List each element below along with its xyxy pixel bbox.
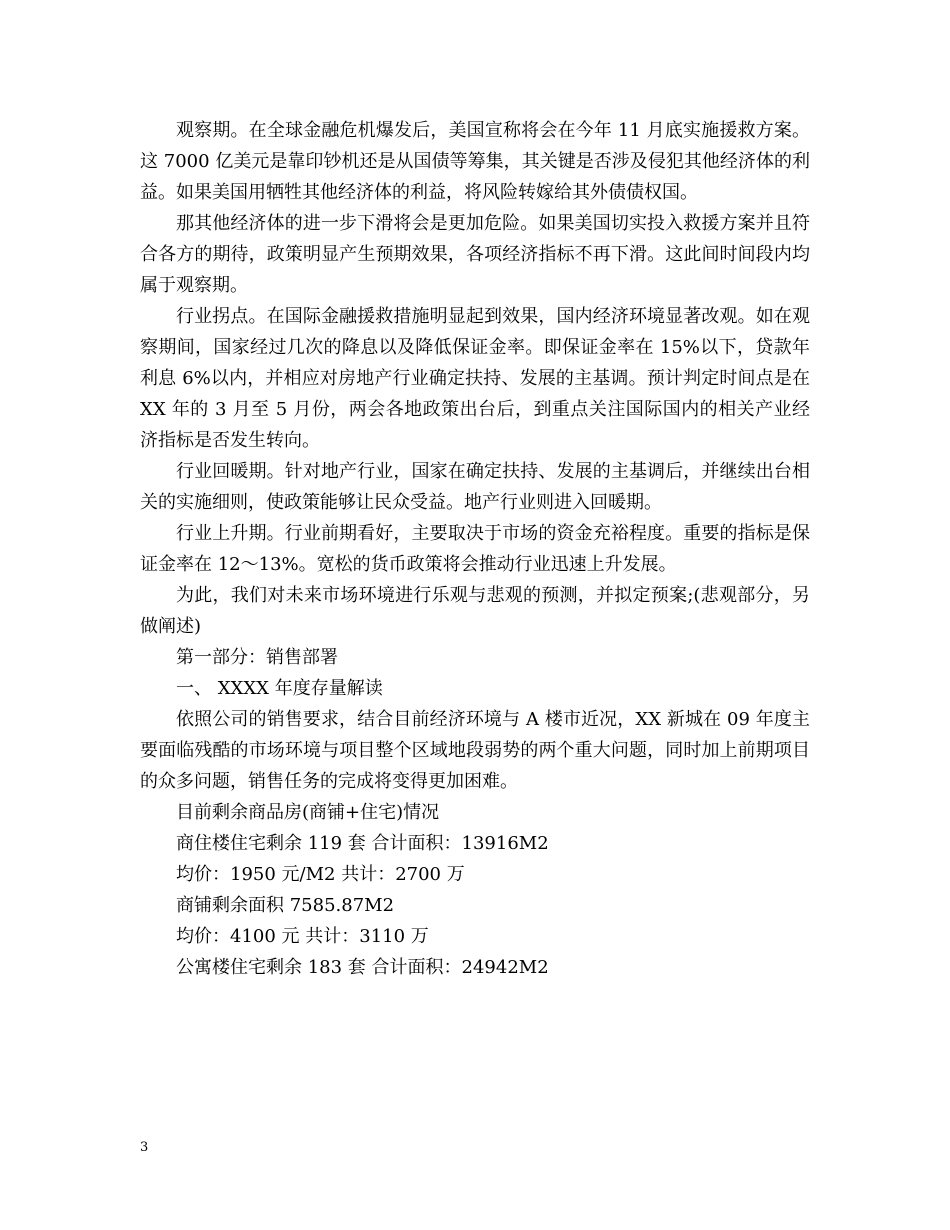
line-shop-average-price: 均价：4100 元 共计：3110 万 xyxy=(176,926,429,947)
paragraph-other-economies: 那其他经济体的进一步下滑将会是更加危险。如果美国切实投入救援方案并且符合各方的期待，政策明显产生预期效果，各项经济指标不再下滑。这此间时间段内均属于观察期。 xyxy=(140,213,810,296)
document-body xyxy=(140,115,816,983)
line-commercial-residential-remaining: 商住楼住宅剩余 119 套 合计面积：13916M2 xyxy=(176,833,549,854)
line-residential-average-price: 均价：1950 元/M2 共计：2700 万 xyxy=(176,864,465,885)
line-shop-remaining-area: 商铺剩余面积 7585.87M2 xyxy=(176,895,395,916)
paragraph-forecast: 为此，我们对未来市场环境进行乐观与悲观的预测，并拟定预案;(悲观部分，另做阐述) xyxy=(140,585,810,637)
section-heading-sales-deployment: 第一部分：销售部署 xyxy=(176,647,338,668)
paragraph-industry-recovery: 行业回暖期。针对地产行业，国家在确定扶持、发展的主基调后，并继续出台相关的实施细则，使政策能够让民众受益。地产行业则进入回暖期。 xyxy=(140,461,810,513)
paragraph-industry-turning-point: 行业拐点。在国际金融援救措施明显起到效果，国内经济环境显著改观。如在观察期间，国家经过几次的降息以及降低保证金率。即保证金率在 15%以下，贷款年利息 6%以内，并相应对房地产行业确定扶持、发展的主基调。预计判定时间点是在 XX 年的 3 月至 5 月份，两会各地政策出台后，到重点关注国际国内的相关产业经济指标是否发生转向。 xyxy=(140,306,816,451)
paragraph-industry-rising: 行业上升期。行业前期看好，主要取决于市场的资金充裕程度。重要的指标是保证金率在 12～13%。宽松的货币政策将会推动行业迅速上升发展。 xyxy=(140,523,810,575)
paragraph-observation-period: 观察期。在全球金融危机爆发后，美国宣称将会在今年 11 月底实施援救方案。这 7000 亿美元是靠印钞机还是从国债等筹集，其关键是否涉及侵犯其他经济体的利益。如果美国用牺牲其他经济体的利益，将风险转嫁给其外债债权国。 xyxy=(140,120,810,203)
subsection-heading-inventory: 一、 XXXX 年度存量解读 xyxy=(176,678,383,699)
line-remaining-housing: 目前剩余商品房(商铺+住宅)情况 xyxy=(176,802,440,823)
line-apartment-remaining: 公寓楼住宅剩余 183 套 合计面积：24942M2 xyxy=(176,957,549,978)
page-number: 3 xyxy=(140,1140,149,1155)
paragraph-sales-requirements: 依照公司的销售要求，结合目前经济环境与 A 楼市近况，XX 新城在 09 年度主要面临残酷的市场环境与项目整个区域地段弱势的两个重大问题，同时加上前期项目的众多问题，销售任务的完成将变得更加困难。 xyxy=(140,709,810,792)
